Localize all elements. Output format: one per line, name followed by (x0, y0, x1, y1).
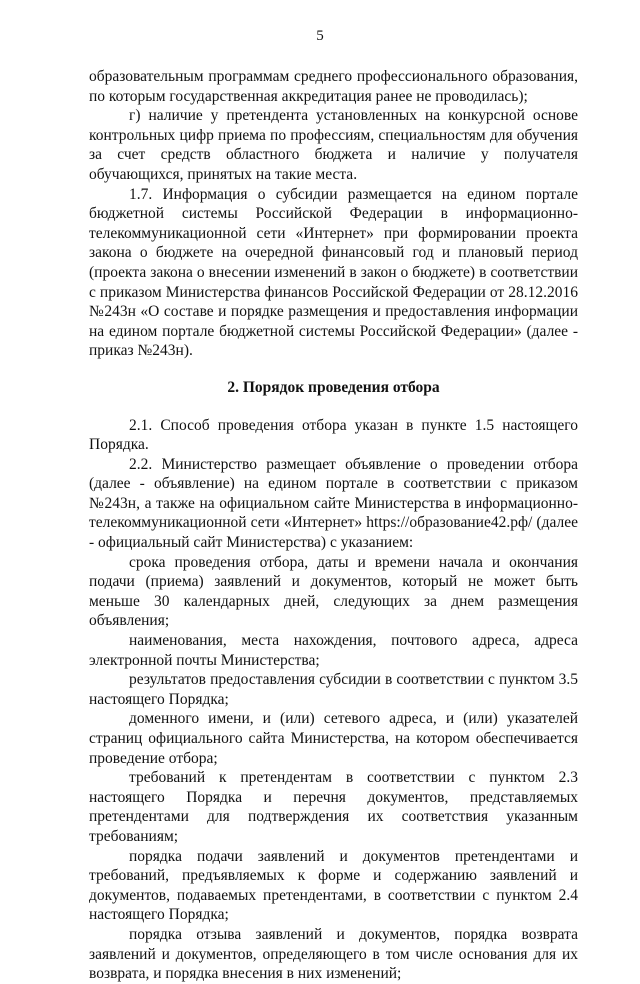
list-item: доменного имени, и (или) сетевого адреса, и (или) указателей страниц официального сайта Министерства, на котором обеспечивается проведение отбора; (89, 710, 578, 767)
paragraph-item-g: г) наличие у претендента установленных на конкурсной основе контрольных цифр приема по профессиям, специальностям для обучения за счет средств областного бюджета и наличие у получателя обучающихся, принятых на такие места. (89, 107, 578, 183)
section-heading: 2. Порядок проведения отбора (227, 378, 440, 396)
list-item: наименования, места нахождения, почтового адреса, адреса электронной почты Министерства; (89, 632, 578, 669)
list-item: результатов предоставления субсидии в соответствии с пунктом 3.5 настоящего Порядка; (89, 671, 578, 708)
paragraph-2-2: 2.2. Министерство размещает объявление о проведении отбора (далее - объявление) на едином портале в соответствии с приказом №243н, а также на официальном сайте Министерства в информационно-телекоммуникационной сети «Интернет» https://образование42.рф/ (далее - официальный сайт Министерства) с указанием: (89, 455, 578, 552)
list-item: срока проведения отбора, даты и времени начала и окончания подачи (приема) заявлений и документов, который не может быть меньше 30 календарных дней, следующих за днем размещения объявления; (89, 553, 578, 630)
page-number: 5 (316, 28, 324, 44)
paragraph-2-1: 2.1. Способ проведения отбора указан в пункте 1.5 настоящего Порядка. (89, 416, 578, 454)
list-item: порядка отзыва заявлений и документов, порядка возврата заявлений и документов, определяющего в том числе основания для их возврата, и порядка внесения в них изменений; (89, 925, 578, 983)
list-item: требований к претендентам в соответствии с пунктом 2.3 настоящего Порядка и перечня документов, представляемых претендентами для подтверждения их соответствия указанным требованиям; (89, 769, 578, 845)
document-body (89, 67, 578, 984)
paragraph-1-7: 1.7. Информация о субсидии размещается на едином портале бюджетной системы Российской Федерации в информационно-телекоммуникационной сети «Интернет» при формировании проекта закона о бюджете на очередной финансовый год и плановый период (проекта закона о внесении изменений в закон о бюджете) в соответствии с приказом Министерства финансов Российской Федерации от 28.12.2016 №243н «О составе и порядке размещения и предоставления информации на едином портале бюджетной системы Российской Федерации» (далее - приказ №243н). (89, 185, 578, 360)
list-item: порядка подачи заявлений и документов претендентами и требований, предъявляемых к форме и содержанию заявлений и документов, подаваемых претендентами, в соответствии с пунктом 2.4 настоящего Порядка; (89, 847, 578, 924)
paragraph-continuation: образовательным программам среднего профессионального образования, по которым государственная аккредитация ранее не проводилась); (89, 68, 578, 105)
